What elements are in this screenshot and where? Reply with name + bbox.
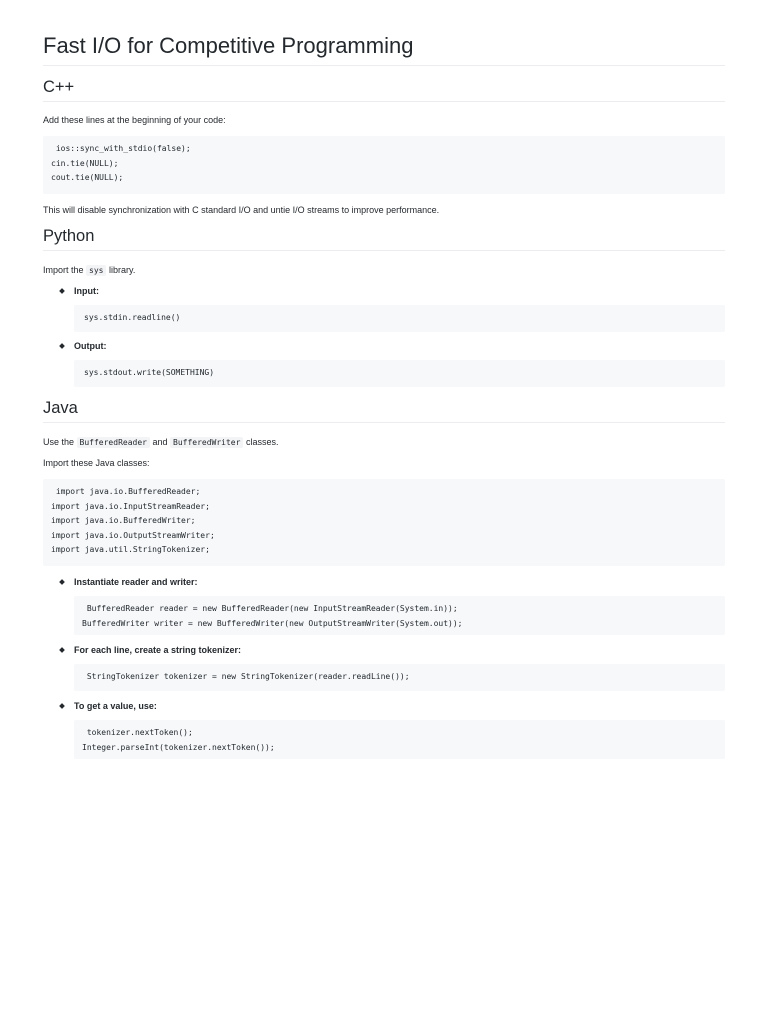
cpp-code-block: ios::sync_with_stdio(false); cin.tie(NULL); cout.tie(NULL); [43,136,725,194]
python-input-code-block: sys.stdin.readline() [74,305,725,332]
java-tokenizer-code-block: StringTokenizer tokenizer = new StringTokenizer(reader.readLine()); [74,664,725,691]
bullet-icon [59,343,65,349]
bullet-icon [59,579,65,585]
python-output-code-block: sys.stdout.write(SOMETHING) [74,360,725,387]
instantiate-label: Instantiate reader and writer: [74,577,198,587]
java-import-text: Import these Java classes: [43,458,150,468]
java-get-value-code-block: tokenizer.nextToken(); Integer.parseInt(tokenizer.nextToken()); [74,720,725,759]
section-heading-cpp: C++ [43,75,725,102]
cpp-intro-text: Add these lines at the beginning of your code: [43,115,226,125]
section-heading-java: Java [43,396,725,423]
input-label: Input: [74,286,99,296]
java-use-before: Use the [43,437,77,447]
java-use-mid: and [149,437,170,447]
python-intro-after: library. [106,265,136,275]
section-heading-python: Python [43,224,725,251]
inline-code-bufferedreader: BufferedReader [77,437,150,448]
java-instantiate-code-block: BufferedReader reader = new BufferedReader(new InputStreamReader(System.in)); BufferedWriter writer = new BufferedWriter(new OutputStreamWriter(System.out)); [74,596,725,635]
java-use-text [43,435,725,450]
bullet-icon [59,703,65,709]
page-title: Fast I/O for Competitive Programming [43,30,725,66]
output-label: Output: [74,341,107,351]
python-intro-text [43,263,725,278]
bullet-icon [59,647,65,653]
inline-code-bufferedwriter: BufferedWriter [170,437,243,448]
get-value-label: To get a value, use: [74,701,157,711]
cpp-note-text: This will disable synchronization with C standard I/O and untie I/O streams to improve performance. [43,205,440,215]
java-imports-code-block: import java.io.BufferedReader; import java.io.InputStreamReader; import java.io.BufferedWriter; import java.io.OutputStreamWriter; import java.util.StringTokenizer; [43,479,725,566]
inline-code-sys: sys [86,265,106,276]
bullet-icon [59,288,65,294]
tokenizer-label: For each line, create a string tokenizer: [74,645,242,655]
python-intro-before: Import the [43,265,87,275]
java-use-after: classes. [243,437,279,447]
